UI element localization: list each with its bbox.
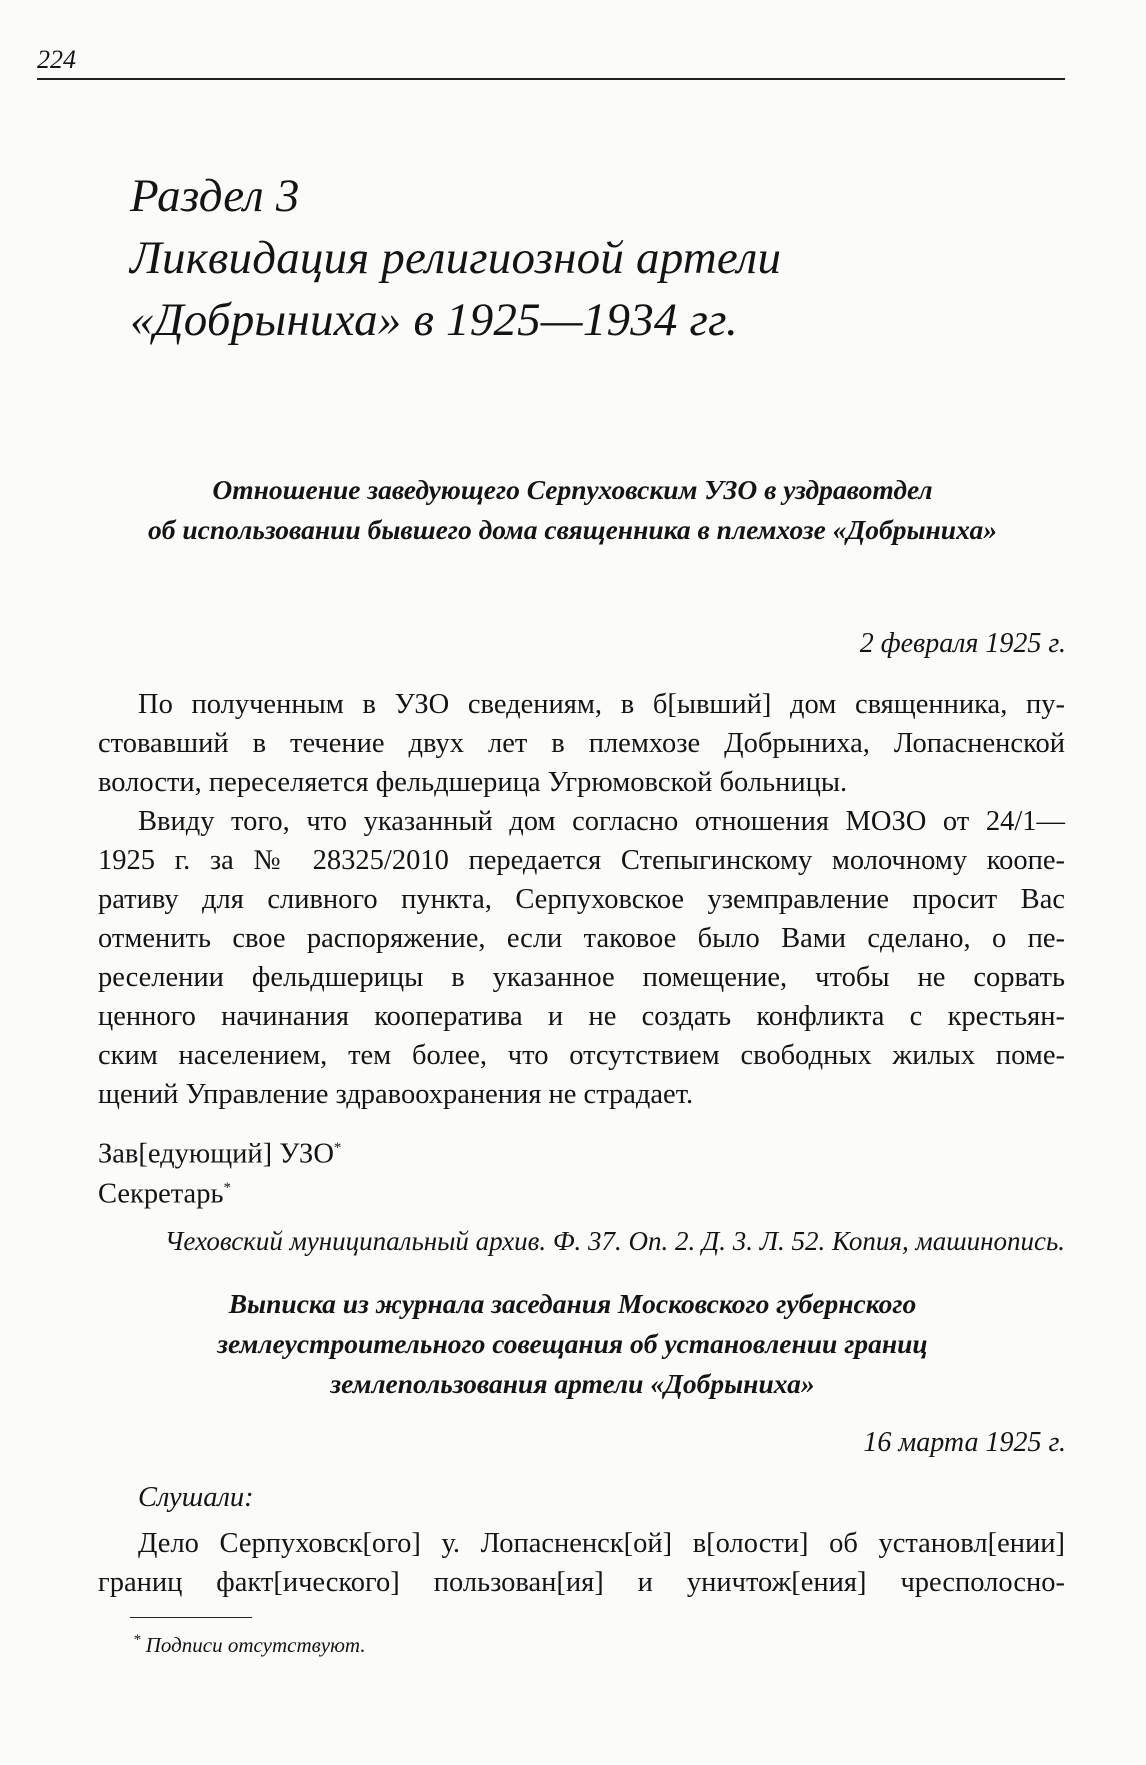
document-1-body xyxy=(98,685,1065,1114)
section-title-line-1: Раздел 3 xyxy=(130,170,300,222)
body-line: ским населением, тем более, что отсутствием свободных жилых поме- xyxy=(98,1040,1065,1071)
body-line: реселении фельдшерицы в указанное помещение, чтобы не сорвать xyxy=(98,962,1065,993)
footnote-mark: * xyxy=(133,1632,141,1648)
body-line: отменить свое распоряжение, если таковое было Вами сделано, о пе- xyxy=(98,923,1065,954)
signature-secretary-footnote-mark: * xyxy=(223,1180,231,1196)
body-line: По полученным в УЗО сведениям, в б[ывший] дом священника, пу- xyxy=(138,689,1065,720)
body-line: ративу для сливного пункта, Серпуховское уземправление просит Вас xyxy=(98,884,1065,915)
heard-label: Слушали: xyxy=(138,1482,254,1513)
document-2-date: 16 марта 1925 г. xyxy=(863,1427,1066,1458)
footnote-text: Подписи отсутствуют. xyxy=(145,1633,366,1657)
body-line: волости, переселяется фельдшерица Угрюмовской больницы. xyxy=(98,767,848,798)
body-line: границ факт[ического] пользован[ия] и уничтож[ения] чресполосно- xyxy=(98,1567,1065,1598)
document-2-title-line-2: землеустроительного совещания об установлении границ xyxy=(217,1328,928,1359)
signature-secretary xyxy=(98,1168,231,1215)
document-2-title-line-1: Выписка из журнала заседания Московского губернского xyxy=(228,1288,917,1319)
page-number: 224 xyxy=(37,45,76,74)
section-title-line-3: «Добрыниха» в 1925—1934 гг. xyxy=(130,294,738,346)
signature-secretary-text: Секретарь xyxy=(98,1178,224,1210)
document-1-title-line-2: об использовании бывшего дома священника в племхозе «Добрыниха» xyxy=(148,514,997,545)
document-1-title-line-1: Отношение заведующего Серпуховским УЗО в уздравотдел xyxy=(212,474,933,505)
section-title-line-2: Ликвидация религиозной артели xyxy=(130,232,782,284)
header-rule xyxy=(37,78,1065,80)
footnote xyxy=(133,1632,366,1658)
document-2-title-line-3: землепользования артели «Добрыниха» xyxy=(330,1368,815,1399)
document-2-title xyxy=(80,1284,1065,1404)
body-line: ценного начинания кооператива и не создать конфликта с крестьян- xyxy=(98,1001,1065,1032)
archive-source: Чеховский муниципальный архив. Ф. 37. Оп. 2. Д. 3. Л. 52. Копия, машинопись. xyxy=(164,1226,1065,1256)
body-line: стовавший в течение двух лет в племхозе Добрыниха, Лопасненской xyxy=(98,728,1065,759)
document-1-title xyxy=(80,470,1065,550)
footnote-rule xyxy=(130,1617,252,1618)
section-title xyxy=(130,165,781,351)
body-line: Ввиду того, что указанный дом согласно отношения МОЗО от 24/1— xyxy=(138,806,1065,837)
body-line: 1925 г. за № 28325/2010 передается Степыгинскому молочному коопе- xyxy=(98,845,1065,876)
body-line: щений Управление здравоохранения не страдает. xyxy=(98,1079,694,1110)
document-2-body xyxy=(98,1524,1065,1602)
signature-head-footnote-mark: * xyxy=(333,1140,342,1156)
body-line: Дело Серпуховск[ого] у. Лопасненск[ой] в[олости] об установл[ении] xyxy=(138,1528,1065,1559)
signature-head-text: Зав[едующий] УЗО xyxy=(98,1138,334,1170)
document-1-date: 2 февраля 1925 г. xyxy=(859,628,1066,659)
